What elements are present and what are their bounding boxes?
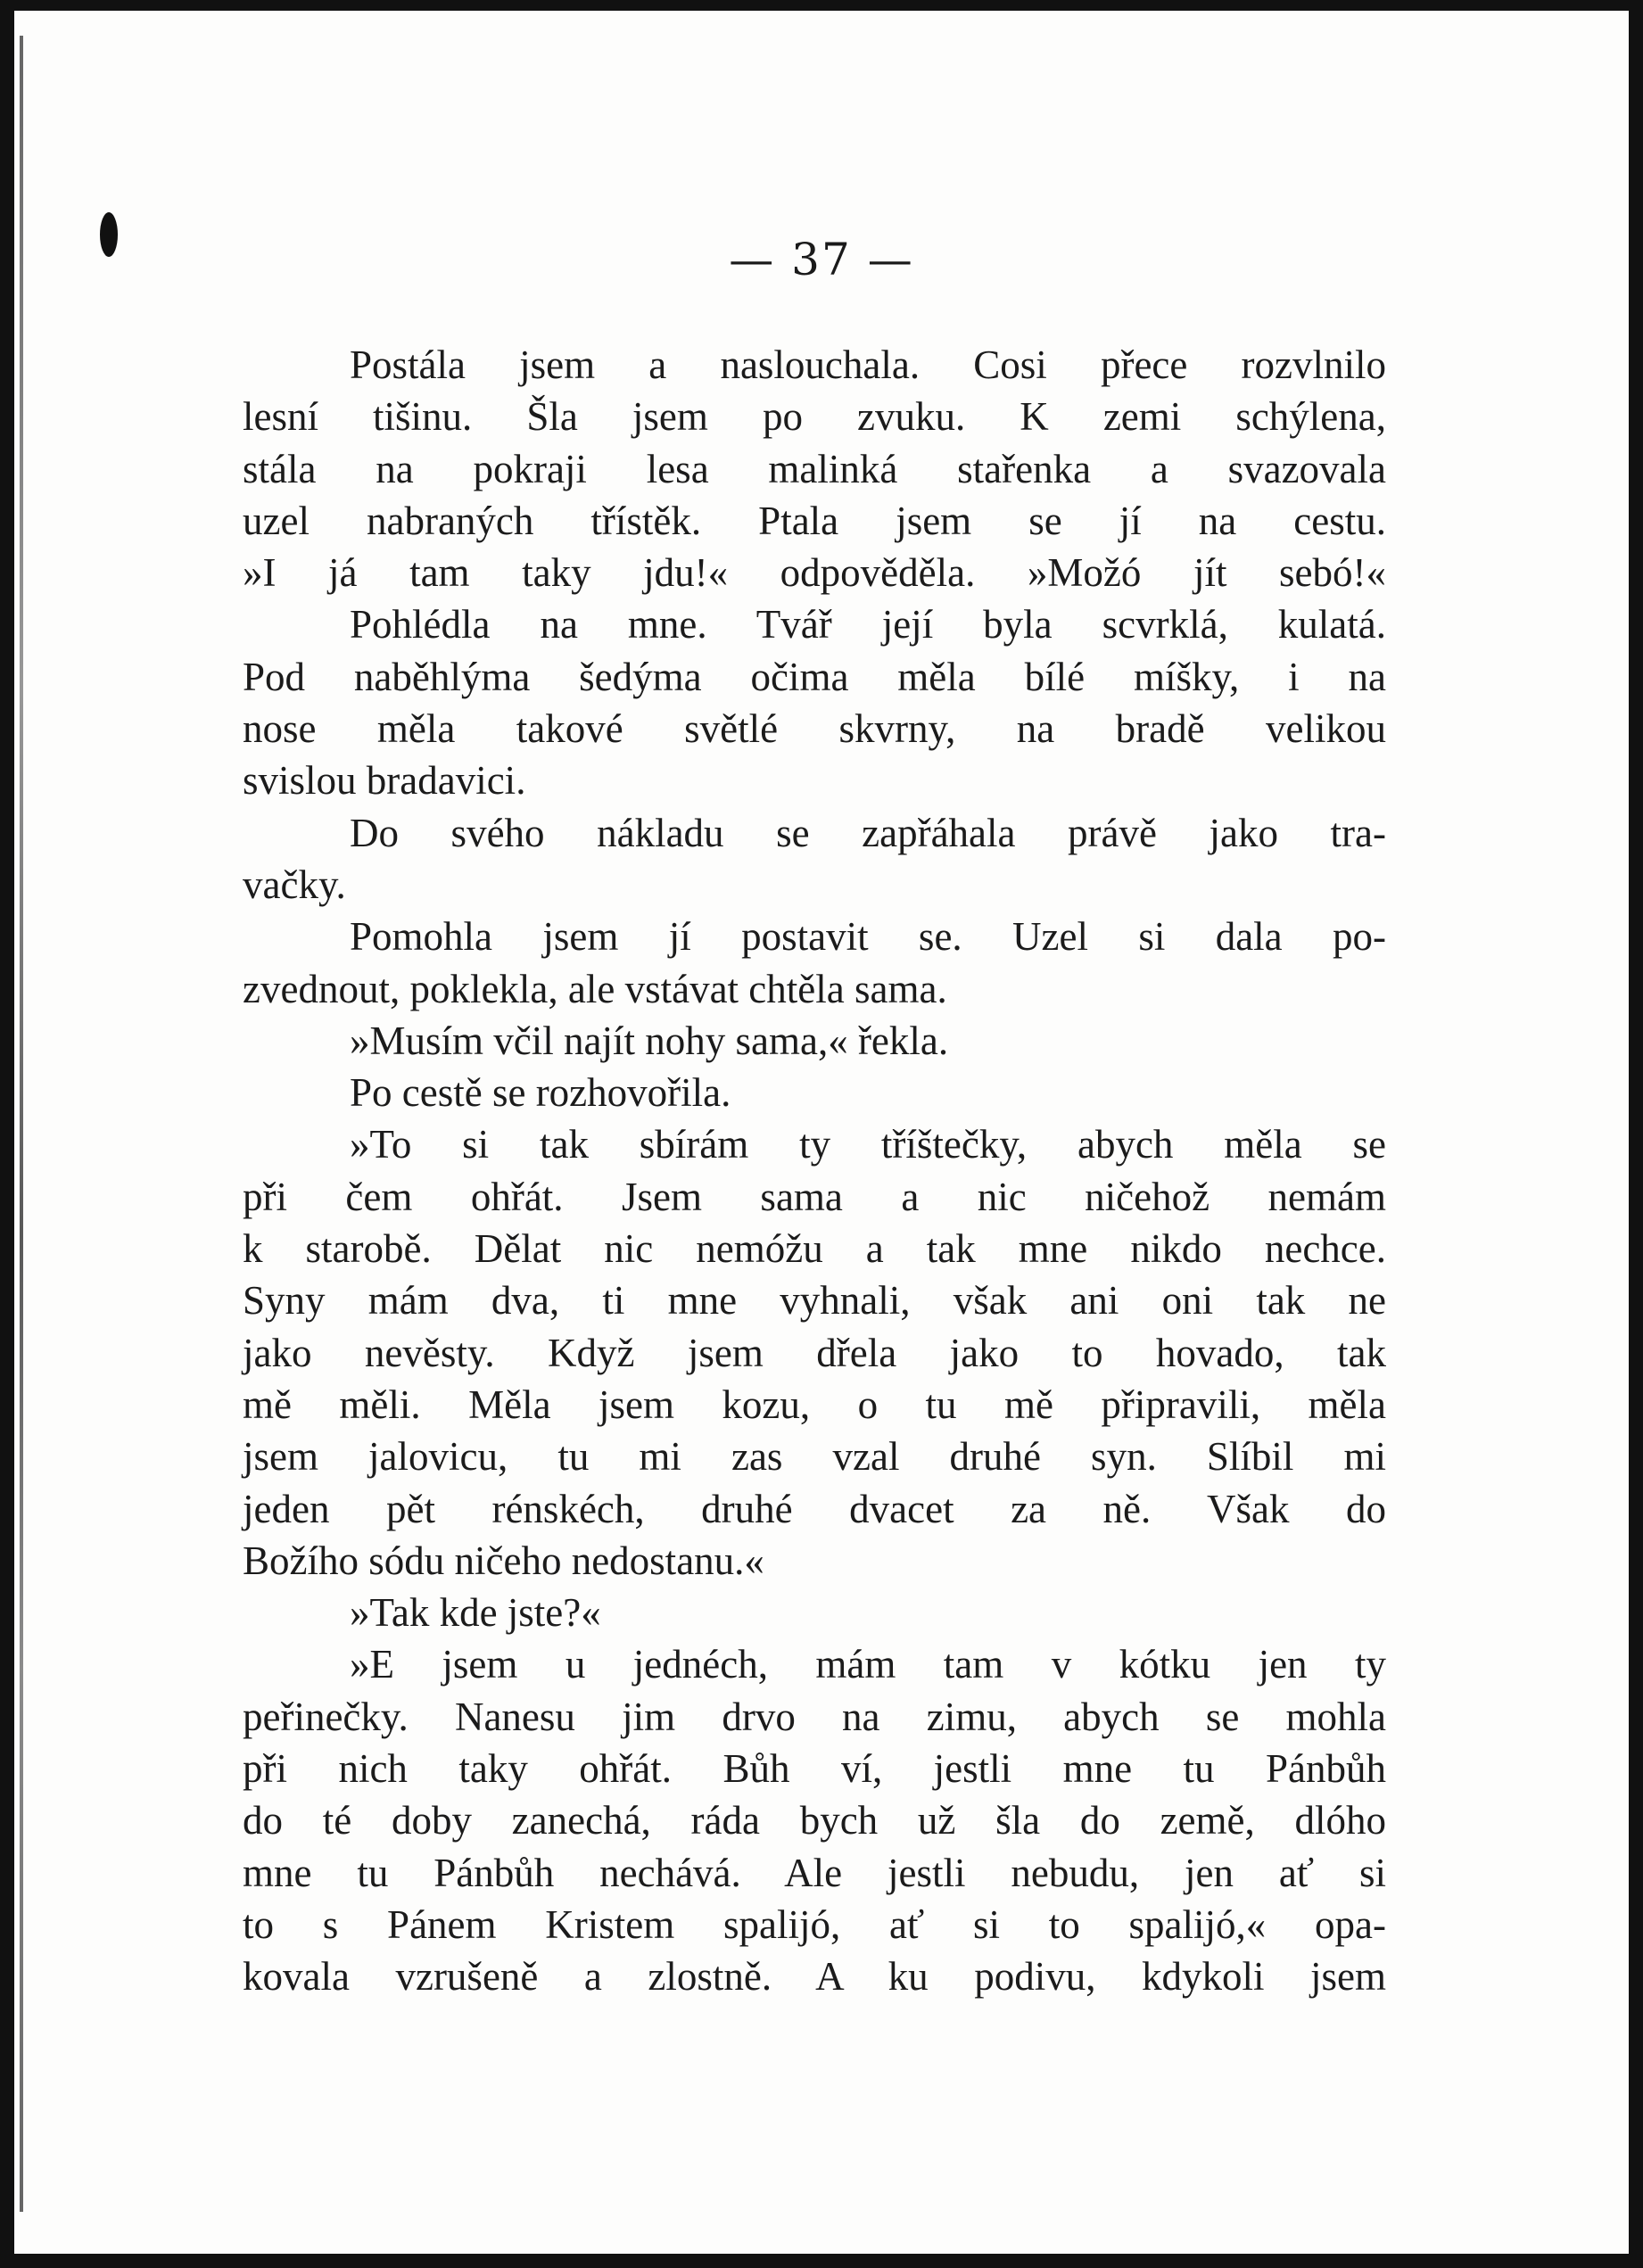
text-line: stála na pokraji lesa malinká stařenka a svazovala <box>243 446 1386 491</box>
text-line: Pohlédla na mne. Tvář její byla scvrklá, kulatá. <box>350 602 1386 647</box>
scan-margin-line <box>20 36 23 2212</box>
text-line: to s Pánem Kristem spalijó, ať si to spalijó,« opa- <box>243 1901 1386 1947</box>
text-line: lesní tišinu. Šla jsem po zvuku. K zemi schýlena, <box>243 394 1386 440</box>
text-line: při nich taky ohřát. Bůh ví, jestli mne tu Pánbůh <box>243 1746 1386 1792</box>
text-line: »To si tak sbírám ty tříštečky, abych měla se <box>350 1122 1386 1167</box>
scan-border-left <box>0 0 14 2268</box>
text-line: »Tak kde jste?« <box>350 1590 601 1636</box>
page-number: — 37 — <box>729 234 914 285</box>
text-line: »Musím včil najít nohy sama,« řekla. <box>350 1018 949 1063</box>
text-line: mě měli. Měla jsem kozu, o tu mě připravili, měla <box>243 1381 1386 1427</box>
text-line: »I já tam taky jdu!« odpověděla. »Možó jít sebó!« <box>243 550 1386 596</box>
text-line: Postála jsem a naslouchala. Cosi přece rozvlnilo <box>350 342 1386 387</box>
text-line: Božího sódu ničeho nedostanu.« <box>243 1538 764 1583</box>
text-line: jako nevěsty. Když jsem dřela jako to hovado, tak <box>243 1330 1386 1375</box>
text-line: zvednout, poklekla, ale vstávat chtěla sama. <box>243 966 947 1011</box>
text-line: jsem jalovicu, tu mi zas vzal druhé syn. Slíbil mi <box>243 1434 1386 1480</box>
text-line: svislou bradavici. <box>243 758 526 804</box>
text-line: vačky. <box>243 862 346 907</box>
text-line: mne tu Pánbůh nechává. Ale jestli nebudu, jen ať si <box>243 1850 1386 1895</box>
scan-border-top <box>0 0 1643 11</box>
scan-border-bottom <box>0 2254 1643 2268</box>
text-line: Pomohla jsem jí postavit se. Uzel si dala po- <box>350 914 1386 960</box>
text-line: Do svého nákladu se zapřáhala právě jako tra- <box>350 810 1386 855</box>
text-line: jeden pět rénskéch, druhé dvacet za ně. Však do <box>243 1486 1386 1531</box>
scan-border-right <box>1629 0 1643 2268</box>
text-line: peřinečky. Nanesu jim drvo na zimu, abych se mohla <box>243 1694 1386 1739</box>
body-text <box>243 339 1386 2003</box>
text-line: do té doby zanechá, ráda bych už šla do země, dlóho <box>243 1798 1386 1843</box>
text-line: Syny mám dva, ti mne vyhnali, však ani oni tak ne <box>243 1278 1386 1324</box>
text-line: kovala vzrušeně a zlostně. A ku podivu, kdykoli jsem <box>243 1954 1386 2000</box>
text-line: Pod naběhlýma šedýma očima měla bílé míšky, i na <box>243 654 1386 699</box>
text-line: »E jsem u jednéch, mám tam v kótku jen ty <box>350 1642 1386 1687</box>
text-line: nose měla takové světlé skvrny, na bradě velikou <box>243 706 1386 752</box>
text-line: Po cestě se rozhovořila. <box>350 1070 731 1116</box>
text-line: při čem ohřát. Jsem sama a nic ničehož nemám <box>243 1174 1386 1219</box>
text-line: uzel nabraných třístěk. Ptala jsem se jí na cestu. <box>243 498 1386 543</box>
text-line: k starobě. Dělat nic nemóžu a tak mne nikdo nechce. <box>243 1226 1386 1272</box>
